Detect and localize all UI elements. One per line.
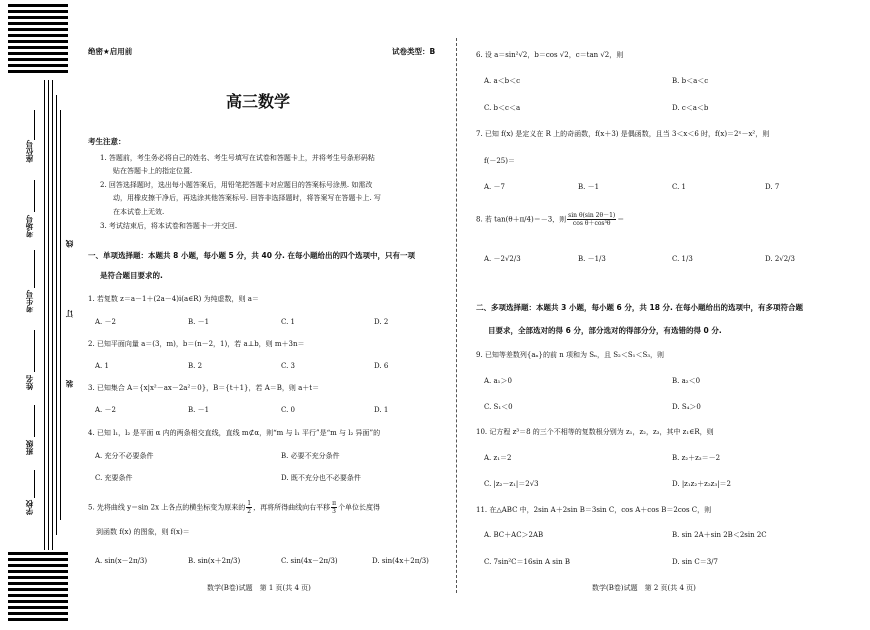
q10-option-c: C. |z₂－z₁|＝2√3 bbox=[484, 480, 539, 488]
notice-item: 贴在答题卡上的指定位置. bbox=[113, 167, 193, 175]
q4-option-c: C. 充要条件 bbox=[95, 474, 133, 482]
question-7-stem-line2: f(－25)＝ bbox=[484, 157, 515, 165]
q1-option-c: C. 1 bbox=[281, 318, 296, 326]
q6-option-a: A. a＜b＜c bbox=[484, 77, 521, 85]
q6-option-d: D. c＜a＜b bbox=[672, 104, 709, 112]
question-3-stem: 3. 已知集合 A＝{x|x²－ax－2a²＝0}，B＝{t＋1}，若 A＝B，则 a＋t＝ bbox=[88, 384, 320, 392]
question-5-stem-line2: 到函数 f(x) 的图象，则 f(x)＝ bbox=[96, 528, 190, 536]
name-label: 姓名 bbox=[25, 375, 34, 390]
q3-option-a: A. －2 bbox=[95, 406, 116, 414]
q5-option-a: A. sin(x－2π/3) bbox=[95, 557, 148, 565]
q3-option-c: C. 0 bbox=[281, 406, 296, 414]
question-1-stem: 1. 若复数 z＝a－1＋(2a－4)i(a∈R) 为纯虚数，则 a＝ bbox=[88, 295, 259, 303]
q8-option-d: D. 2√2/3 bbox=[765, 255, 795, 263]
school-label: 学校 bbox=[25, 500, 34, 515]
footer-page-2: 数学(B卷)试题 第 2 页(共 4 页) bbox=[592, 584, 696, 592]
q2-option-b: B. 2 bbox=[188, 362, 203, 370]
exam-room-label: 考场号 bbox=[25, 215, 34, 238]
page-divider bbox=[456, 38, 457, 593]
q11-option-b: B. sin 2A＋sin 2B＜2sin 2C bbox=[672, 531, 767, 539]
q1-option-a: A. －2 bbox=[95, 318, 116, 326]
q2-option-a: A. 1 bbox=[95, 362, 109, 370]
q7-option-b: B. －1 bbox=[578, 183, 600, 191]
q7-option-d: D. 7 bbox=[765, 183, 780, 191]
q8-option-c: C. 1/3 bbox=[672, 255, 693, 263]
q5-option-c: C. sin(4x－2π/3) bbox=[281, 557, 338, 565]
q7-option-a: A. －7 bbox=[484, 183, 505, 191]
section2-heading: 二、多项选择题：本题共 3 小题，每小题 6 分，共 18 分. 在每小题给出的选项中，有多项符合题 bbox=[476, 303, 803, 312]
binding-ding-char: 订 bbox=[65, 310, 74, 318]
q3-option-b: B. －1 bbox=[188, 406, 210, 414]
q8-option-a: A. －2√2/3 bbox=[484, 255, 521, 263]
q2-option-d: D. 6 bbox=[374, 362, 389, 370]
question-6-stem: 6. 设 a＝sin²√2，b＝cos √2，c＝tan √2，则 bbox=[476, 51, 624, 59]
question-9-stem: 9. 已知等差数列{aₙ}的前 n 项和为 Sₙ，且 S₂＜S₁＜S₃，则 bbox=[476, 351, 665, 359]
q6-option-b: B. b＜a＜c bbox=[672, 77, 709, 85]
q10-option-a: A. z₁＝2 bbox=[484, 454, 512, 462]
notice-heading: 考生注意： bbox=[88, 137, 126, 146]
question-11-stem: 11. 在△ABC 中，2sin A＋2sin B＝3sin C，cos A＋cos B＝2cos C，则 bbox=[476, 506, 712, 514]
question-10-stem: 10. 记方程 z³＝8 的三个不相等的复数根分别为 z₁，z₂，z₃，其中 z₁∈R，则 bbox=[476, 428, 714, 436]
q6-option-c: C. b＜c＜a bbox=[484, 104, 521, 112]
class-label: 班级 bbox=[25, 440, 34, 455]
q4-option-a: A. 充分不必要条件 bbox=[95, 452, 154, 460]
section1-heading: 一、单项选择题：本题共 8 小题，每小题 5 分，共 40 分. 在每小题给出的四个选项中，只有一项 bbox=[88, 251, 415, 260]
question-2-stem: 2. 已知平面向量 a＝(3，m)，b＝(n－2，1)，若 a⊥b，则 m＋3n＝ bbox=[88, 340, 305, 348]
notice-item: 2. 回答选择题时，选出每小题答案后，用铅笔把答题卡对应题目的答案标号涂黑. 如需改 bbox=[100, 181, 373, 189]
q8-option-b: B. －1/3 bbox=[578, 255, 606, 263]
q9-option-c: C. S₁＜0 bbox=[484, 403, 513, 411]
seat-label: 座位号 bbox=[25, 140, 34, 163]
q9-option-b: B. a₂＜0 bbox=[672, 377, 701, 385]
q11-option-d: D. sin C＝3/7 bbox=[672, 558, 718, 566]
q7-option-c: C. 1 bbox=[672, 183, 687, 191]
section1-heading-line2: 是符合题目要求的. bbox=[100, 271, 163, 280]
student-id-label: 考生号 bbox=[25, 290, 34, 313]
q2-option-c: C. 3 bbox=[281, 362, 296, 370]
notice-item: 动，用橡皮擦干净后，再选涂其他答案标号. 回答非选择题时，将答案写在答题卡上. 写 bbox=[113, 194, 381, 202]
question-4-stem: 4. 已知 l₁，l₂ 是平面 α 内的两条相交直线，直线 m⊄α，则“m 与 l₁ 平行”是“m 与 l₂ 异面”的 bbox=[88, 429, 381, 437]
binding-line-char: 线 bbox=[65, 240, 74, 248]
q3-option-d: D. 1 bbox=[374, 406, 389, 414]
question-5-stem: 5. 先将曲线 y＝sin 2x 上各点的横坐标变为原来的 $\frac{1}{2}$ ，再将所得曲线向右平移 $\frac{\pi}{3}$ 个单位长度得 bbox=[88, 500, 381, 515]
q4-option-d: D. 既不充分也不必要条件 bbox=[281, 474, 361, 482]
paper-type: 试卷类型：B bbox=[392, 47, 436, 56]
footer-page-1: 数学(B卷)试题 第 1 页(共 4 页) bbox=[207, 584, 311, 592]
q4-option-b: B. 必要不充分条件 bbox=[281, 452, 340, 460]
q1-option-d: D. 2 bbox=[374, 318, 389, 326]
page-title: 高三数学 bbox=[226, 92, 291, 111]
q11-option-a: A. BC＋AC＞2AB bbox=[484, 531, 544, 539]
q11-option-c: C. 7sin²C＝16sin A sin B bbox=[484, 558, 570, 566]
notice-item: 在本试卷上无效. bbox=[113, 208, 165, 216]
notice-item: 3. 考试结束后，将本试卷和答题卡一并交回. bbox=[100, 222, 238, 230]
q5-option-b: B. sin(x＋2π/3) bbox=[188, 557, 241, 565]
q9-option-a: A. a₁＞0 bbox=[484, 377, 512, 385]
q5-option-d: D. sin(4x＋2π/3) bbox=[372, 557, 429, 565]
question-8-stem: 8. 若 tan(θ＋π/4)＝－3，则 $\frac{\text{sin θ(sin 2θ－1)}}{\text{cos θ＋cos³θ}}$ ＝ bbox=[476, 212, 625, 227]
q9-option-d: D. S₄＞0 bbox=[672, 403, 701, 411]
section2-heading-line2: 目要求，全部选对的得 6 分，部分选对的得部分分，有选错的得 0 分. bbox=[488, 326, 722, 335]
notice-item: 1. 答题前，考生务必将自己的姓名、考生号填写在试卷和答题卡上，并将考生号条形码粘 bbox=[100, 154, 375, 162]
q10-option-b: B. z₂＋z₃＝－2 bbox=[672, 454, 721, 462]
binding-zhuang-char: 装 bbox=[65, 380, 74, 388]
secret-mark: 绝密★启用前 bbox=[88, 47, 133, 56]
q1-option-b: B. －1 bbox=[188, 318, 210, 326]
q10-option-d: D. |z₁z₂＋z₂z₃|＝2 bbox=[672, 480, 731, 488]
question-7-stem: 7. 已知 f(x) 是定义在 R 上的奇函数，f(x＋3) 是偶函数，且当 3＜x＜6 时，f(x)＝2ˣ－x²，则 bbox=[476, 130, 770, 138]
